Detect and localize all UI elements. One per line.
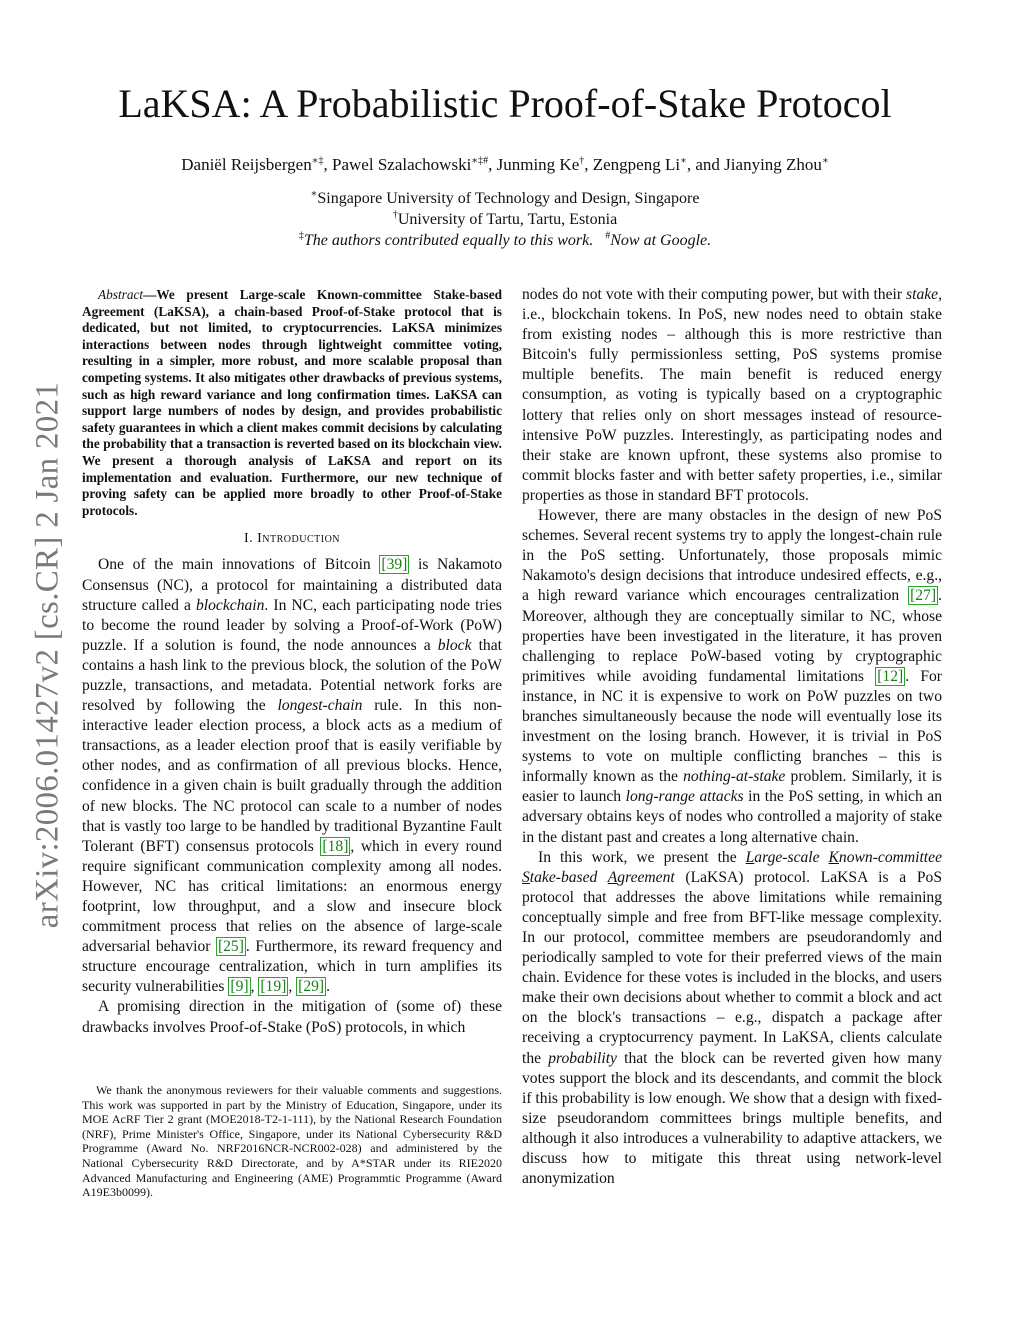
abstract-label: Abstract xyxy=(98,287,144,302)
acronym-letter: L xyxy=(745,848,755,866)
author-name: Daniël Reijsbergen xyxy=(181,155,312,174)
right-column xyxy=(522,285,942,1189)
emphasis: take-based xyxy=(529,868,608,886)
acronym-letter: K xyxy=(828,848,839,866)
text-run: problem. Similarly, it is easier to launch xyxy=(522,768,942,806)
emphasis: nown-committee xyxy=(838,848,942,866)
emphasis: probability xyxy=(548,1049,617,1067)
left-column xyxy=(82,287,502,1038)
affiliation-mark: # xyxy=(605,230,611,242)
affiliation-note: The authors contributed equally to this work. xyxy=(303,232,594,249)
text-run: , i.e., blockchain tokens. In PoS, new nodes need to obtain stake from existing nodes – although this is more restrictive than Bitcoin's fully permissionless setting, PoS systems promise multiple benefits. The main benefit is reduced energy consumption, as voting is typically based on a cryptographic lottery that relies only on short messages instead of resource-intensive PoW puzzles. Interestingly, as participating nodes and their stake are known upfront, these systems also promise to commit blocks faster and with better safety properties, i.e., similar properties as those in standard BFT protocols. xyxy=(522,286,942,504)
affiliations xyxy=(0,188,1010,251)
author-mark: ∗‡ xyxy=(311,155,324,167)
text-run: in the PoS setting, in which an adversary obtains keys of nodes who controlled a majority of stake in the distant past and creates a long alternative chain. xyxy=(522,788,943,846)
emphasis: nothing-at-stake xyxy=(683,768,786,786)
text-run: . xyxy=(326,978,331,996)
text-run: is Nakamoto Consensus (NC), a protocol for maintaining a distributed data structure called a xyxy=(82,556,502,614)
emphasis: greement xyxy=(617,868,675,886)
affiliation-line xyxy=(0,209,1010,230)
abstract xyxy=(82,287,502,519)
acronym-letter: A xyxy=(607,868,618,886)
author-mark: ∗ xyxy=(680,155,687,167)
text-run: that the block can be reverted given how many votes support the block and its descendants, and commit the block if this probability is low enough. We show that a design with fixed-size pseudorandom committees brings multiple benefits, and although it also introduces a vulnerability to adaptive attackers, we discuss how to mitigate this threat using network-level anonymization xyxy=(522,1049,943,1188)
text-run: . Moreover, although they are conceptually similar to NC, whose properties have been investigated in the literature, it has proven challenging to replace PoW-based voting by cryptographic primitives while avoiding fundamental limitations xyxy=(522,587,942,685)
author-name: , Junming Ke xyxy=(488,155,580,174)
text-run: , xyxy=(288,978,297,996)
affiliation-mark: ‡ xyxy=(298,230,304,242)
emphasis: long-range attacks xyxy=(625,788,744,806)
intro-paragraph-2: A promising direction in the mitigation of (some of) these drawbacks involves Proof-of-Stake (PoS) protocols, in which xyxy=(82,998,502,1036)
arxiv-identifier: arXiv:2006.01427v2 [cs.CR] 2 Jan 2021 xyxy=(29,381,66,929)
text-run: that contains a hash link to the previous block, the solution of the PoW puzzle, transactions, and metadata. Potential network forks are resolved by following the xyxy=(82,636,502,715)
arxiv-sidebar xyxy=(22,375,74,935)
right-paragraph-2 xyxy=(522,506,942,848)
citation-link[interactable]: [29] xyxy=(298,978,325,996)
citation-link[interactable]: [27] xyxy=(910,587,937,605)
text-run: . For instance, in NC it is expensive to work on PoW puzzles on two branches simultaneously because the node will eventually lose its investment on the losing branch. However, it is trivial in PoS systems to vote on multiple conflicting branches – this is informally known as the xyxy=(522,667,942,786)
citation-link[interactable]: [39] xyxy=(381,556,408,574)
text-run: (LaKSA) protocol. LaKSA is a PoS protocol that addresses the above limitations while remaining conceptually simple and free from BFT-like message complexity. In our protocol, committee members are pseudorandomly and periodically sampled to vote for their preferred views of the main chain. Evidence for these votes is included in the blocks, and users make their own decisions about whether to commit a block and act on the block's transactions – e.g., dispatch a package after receiving a cryptocurrency payment. In LaKSA, clients calculate the xyxy=(522,868,942,1067)
citation-link[interactable]: [9] xyxy=(230,978,249,996)
author-mark: ∗‡# xyxy=(471,155,489,167)
acronym-letter: S xyxy=(522,868,530,886)
affiliation-text: Singapore University of Technology and Design, Singapore xyxy=(317,190,700,207)
emphasis: arge-scale xyxy=(754,848,829,866)
emphasis: block xyxy=(437,636,472,654)
citation-link[interactable]: [12] xyxy=(877,667,904,685)
text-run: , which in every round require significant communication complexity among all nodes. However, NC has critical limitations: an enormous energy footprint, low throughput, and a slow and insecure block commitment process that relies on the absence of large-scale adversarial behavior xyxy=(82,837,502,956)
affiliation-note: Now at Google. xyxy=(610,232,712,249)
text-run: rule. In this non-interactive leader election process, a block acts as a medium of transactions, as a leader election proof that is easily verifiable by other nodes, and as confirmation of all previous blocks. Hence, confidence in a given chain is built gradually through the addition of new blocks. The NC protocol can scale to a number of nodes that is vastly too large to be handled by traditional Byzantine Fault Tolerant (BFT) consensus protocols xyxy=(82,697,502,855)
author-mark: ∗ xyxy=(821,155,829,167)
emphasis: longest-chain xyxy=(277,697,363,715)
author-name: , and Jianying Zhou xyxy=(686,155,822,174)
affiliation-text: University of Tartu, Tartu, Estonia xyxy=(397,211,618,228)
text-run: . In NC, each participating node tries to become the round leader by solving a Proof-of-Work (PoW) puzzle. If a solution is found, the node announces a xyxy=(82,596,502,654)
right-paragraph-3 xyxy=(522,848,942,1190)
text-run: . Furthermore, its reward frequency and structure encourage centralization, which in turn amplifies its security vulnerabilities xyxy=(82,938,502,996)
text-run: nodes do not vote with their computing power, but with their xyxy=(522,286,907,303)
citation-link[interactable]: [25] xyxy=(217,938,244,956)
author-mark: † xyxy=(579,155,585,167)
paper-title: LaKSA: A Probabilistic Proof-of-Stake Protocol xyxy=(118,81,892,126)
author-name: , Pawel Szalachowski xyxy=(323,155,472,174)
text-run: In this work, we present the xyxy=(538,848,746,866)
emphasis: blockchain xyxy=(196,596,265,614)
abstract-text: —We present Large-scale Known-committee Stake-based Agreement (LaKSA), a chain-based Proof-of-Stake protocol that is dedicated, but not limited, to cryptocurrencies. LaKSA minimizes interactions between nodes through lightweight committee voting, resulting in a simpler, more robust, and more scalable proposal than competing systems. It also mitigates other drawbacks of previous systems, such as high reward variance and long confirmation times. LaKSA can support large numbers of nodes by design, and provides probabilistic safety guarantees in which a client makes commit decisions by calculating the probability that a transaction is reverted based on its blockchain view. We present a thorough analysis of LaKSA and report on its implementation and evaluation. Furthermore, our new technique of proving safety can be applied more broadly to other Proof-of-Stake protocols. xyxy=(82,287,502,518)
affiliation-line xyxy=(0,230,1010,251)
author-name: , Zengpeng Li xyxy=(584,155,681,174)
section-heading-introduction: I. Introduction xyxy=(243,531,341,547)
citation-link[interactable]: [18] xyxy=(322,837,349,855)
footnote-acknowledgement: We thank the anonymous reviewers for their valuable comments and suggestions. This work was supported in part by the Ministry of Education, Singapore, under its MOE AcRF Tier 2 grant (MOE2018-T2-1-111), by the National Research Foundation (NRF), Prime Minister's Office, Singapore, under its National Cybersecurity R&D Programme (Award No. NRF2016NCR-NCR002-028) and administered by the National Cybersecurity R&D Directorate, and by A*STAR under its RIE2020 Advanced Manufacturing and Engineering (AME) Programmtic Programme (Award A19E3b0099). xyxy=(82,1083,502,1200)
emphasis: stake xyxy=(906,286,939,303)
text-run: One of the main innovations of Bitcoin xyxy=(98,556,380,574)
affiliation-mark: ∗ xyxy=(310,188,318,200)
citation-link[interactable]: [19] xyxy=(260,978,287,996)
text-run: , xyxy=(250,978,259,996)
right-paragraph-1 xyxy=(522,285,942,506)
affiliation-mark: † xyxy=(392,209,398,221)
affiliation-line xyxy=(0,188,1010,209)
author-list xyxy=(0,155,1010,175)
intro-paragraph-1 xyxy=(82,555,502,997)
text-run: However, there are many obstacles in the design of new PoS schemes. Several recent systems try to apply the longest-chain rule in the PoS setting. Unfortunately, those proposals mimic Nakamoto's design decisions that introduce undesired effects, e.g., a high reward variance which encourages centralization xyxy=(522,507,942,605)
